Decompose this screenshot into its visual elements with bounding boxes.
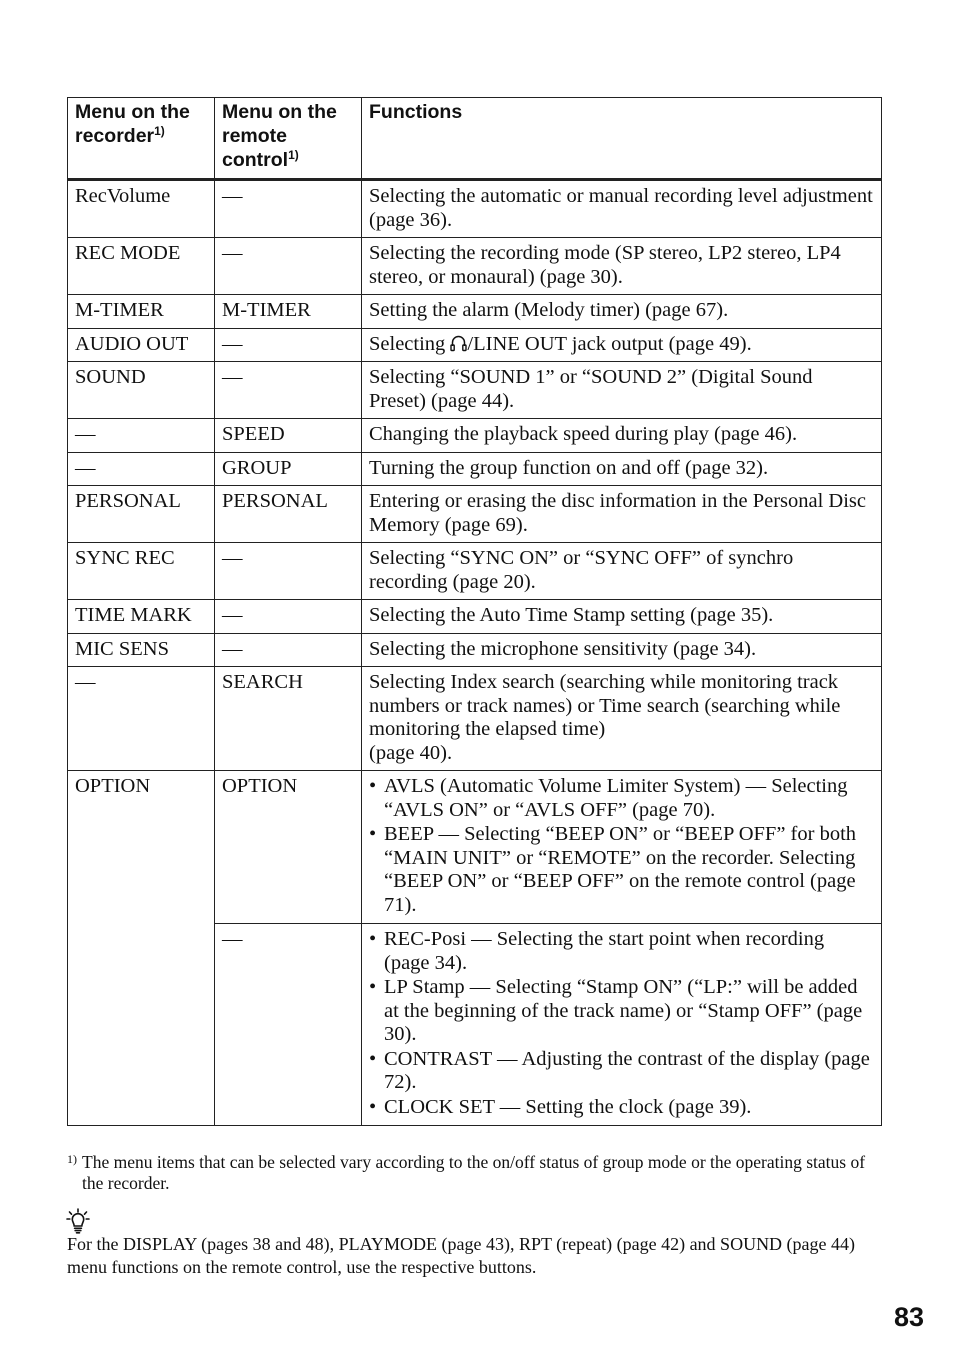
function-cell	[362, 667, 882, 771]
header-remote-label: Menu on the remote control	[222, 101, 337, 171]
recorder-menu-cell: PERSONAL	[68, 486, 215, 543]
table-row	[68, 633, 882, 667]
function-cell: Selecting the recording mode (SP stereo, LP2 stereo, LP4 stereo, or monaural) (page 30).	[362, 238, 882, 295]
table-header-row	[68, 98, 882, 180]
table-row	[68, 362, 882, 419]
hint-text: For the DISPLAY (pages 38 and 48), PLAYMODE (page 43), RPT (repeat) (page 42) and SOUND (page 44) menu functions on the remote control, use the respective buttons.	[67, 1234, 856, 1277]
header-recorder-label: Menu on the recorder	[75, 101, 190, 147]
table-row	[68, 419, 882, 453]
recorder-menu-cell: OPTION	[68, 771, 215, 1126]
list-item: • REC-Posi — Selecting the start point when recording (page 34).	[369, 928, 874, 975]
remote-menu-cell: —	[215, 362, 362, 419]
footnote	[67, 1152, 881, 1194]
function-cell: Selecting “SOUND 1” or “SOUND 2” (Digital Sound Preset) (page 44).	[362, 362, 882, 419]
function-cell	[362, 771, 882, 924]
list-item: • CONTRAST — Adjusting the contrast of the display (page 72).	[369, 1048, 874, 1095]
function-cell: Selecting the Auto Time Stamp setting (page 35).	[362, 600, 882, 634]
function-cell	[362, 328, 882, 362]
table-row	[68, 600, 882, 634]
recorder-menu-cell: RecVolume	[68, 180, 215, 238]
table-row	[68, 452, 882, 486]
remote-menu-cell: —	[215, 180, 362, 238]
recorder-menu-cell: —	[68, 452, 215, 486]
remote-menu-cell: GROUP	[215, 452, 362, 486]
recorder-menu-cell: SOUND	[68, 362, 215, 419]
remote-menu-cell: —	[215, 543, 362, 600]
remote-menu-cell: OPTION	[215, 771, 362, 924]
lightbulb-icon	[66, 1208, 90, 1234]
function-cell	[362, 924, 882, 1126]
recorder-menu-cell: —	[68, 667, 215, 771]
table-row	[68, 543, 882, 600]
function-cell: Changing the playback speed during play (page 46).	[362, 419, 882, 453]
function-cell: Setting the alarm (Melody timer) (page 67).	[362, 295, 882, 329]
list-item: • BEEP — Selecting “BEEP ON” or “BEEP OFF” for both “MAIN UNIT” or “REMOTE” on the recorder. Selecting “BEEP ON” or “BEEP OFF” on the remote control (page 71).	[369, 823, 874, 917]
function-cell: Turning the group function on and off (page 32).	[362, 452, 882, 486]
remote-menu-cell: SPEED	[215, 419, 362, 453]
page-number: 83	[893, 1302, 924, 1332]
function-cell: Entering or erasing the disc information in the Personal Disc Memory (page 69).	[362, 486, 882, 543]
table-row	[68, 295, 882, 329]
remote-menu-cell: —	[215, 238, 362, 295]
header-functions: Functions	[362, 98, 882, 180]
footnote-marker: 1)	[154, 124, 165, 138]
function-cell: Selecting the automatic or manual recording level adjustment (page 36).	[362, 180, 882, 238]
headphone-icon	[450, 334, 467, 352]
menu-table	[67, 97, 882, 1126]
recorder-menu-cell: REC MODE	[68, 238, 215, 295]
recorder-menu-cell: SYNC REC	[68, 543, 215, 600]
remote-menu-cell: SEARCH	[215, 667, 362, 771]
table-row	[68, 771, 882, 924]
header-recorder-menu	[68, 98, 215, 180]
recorder-menu-cell: TIME MARK	[68, 600, 215, 634]
recorder-menu-cell: MIC SENS	[68, 633, 215, 667]
function-cell: Selecting “SYNC ON” or “SYNC OFF” of synchro recording (page 20).	[362, 543, 882, 600]
remote-menu-cell: PERSONAL	[215, 486, 362, 543]
function-text-suffix: /LINE OUT jack output (page 49).	[467, 332, 752, 355]
remote-menu-cell: —	[215, 328, 362, 362]
option-function-list	[369, 775, 874, 917]
table-row	[68, 180, 882, 238]
list-item: • AVLS (Automatic Volume Limiter System) — Selecting “AVLS ON” or “AVLS OFF” (page 70).	[369, 775, 874, 822]
option-function-list	[369, 928, 874, 1119]
function-text-page: (page 40).	[369, 741, 453, 764]
remote-menu-cell: —	[215, 600, 362, 634]
footnote-text: The menu items that can be selected vary according to the on/off status of group mode or the operating status of the recorder.	[82, 1152, 866, 1193]
remote-menu-cell: M-TIMER	[215, 295, 362, 329]
table-row	[68, 238, 882, 295]
remote-menu-cell: —	[215, 924, 362, 1126]
footnote-marker: 1)	[288, 148, 299, 162]
table-row	[68, 328, 882, 362]
recorder-menu-cell: M-TIMER	[68, 295, 215, 329]
table-row	[68, 667, 882, 771]
table-row	[68, 486, 882, 543]
remote-menu-cell: —	[215, 633, 362, 667]
function-cell: Selecting the microphone sensitivity (page 34).	[362, 633, 882, 667]
recorder-menu-cell: —	[68, 419, 215, 453]
function-text: Selecting Index search (searching while monitoring track numbers or track names) or Time search (searching while monitoring the elapsed time)	[369, 671, 841, 740]
footnote-mark: 1)	[67, 1152, 77, 1166]
header-remote-menu	[215, 98, 362, 180]
function-text-prefix: Selecting	[369, 332, 451, 355]
list-item: • CLOCK SET — Setting the clock (page 39).	[369, 1096, 874, 1120]
list-item: • LP Stamp — Selecting “Stamp ON” (“LP:” will be added at the beginning of the track name) or “Stamp OFF” (page 30).	[369, 976, 874, 1047]
recorder-menu-cell: AUDIO OUT	[68, 328, 215, 362]
